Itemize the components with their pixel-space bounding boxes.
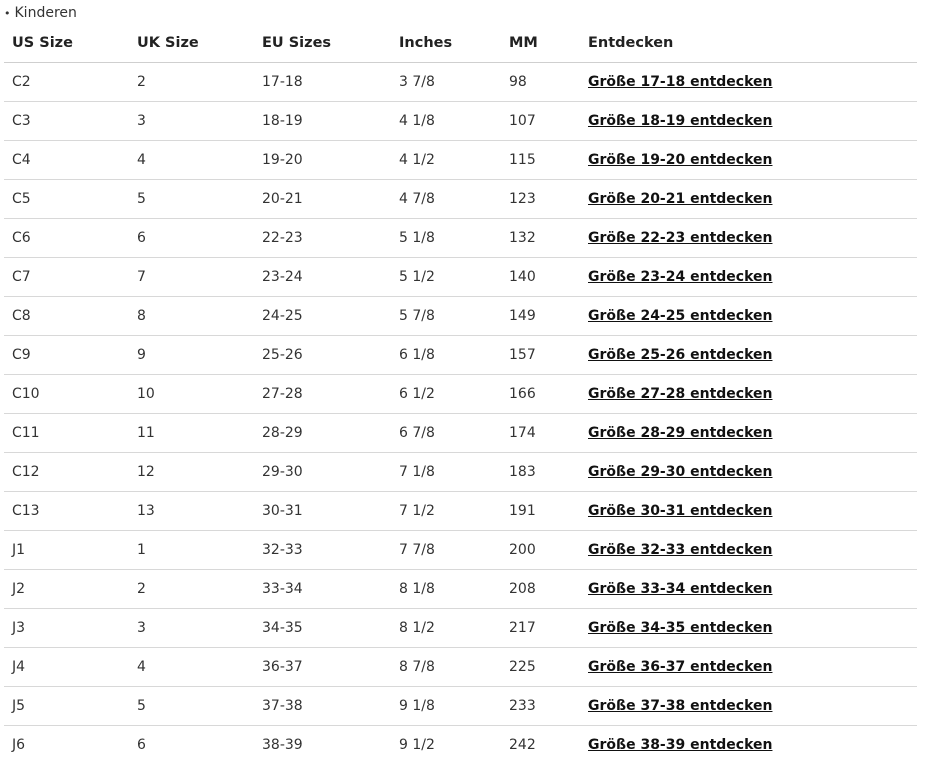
cell-uk-size: 4 [129,141,254,180]
cell-mm: 225 [501,648,580,687]
table-row [4,726,917,765]
cell-us-size: C8 [4,297,129,336]
cell-mm: 123 [501,180,580,219]
cell-us-size: C3 [4,102,129,141]
explore-size-link[interactable]: Größe 34-35 entdecken [588,620,773,636]
cell-mm: 157 [501,336,580,375]
cell-uk-size: 9 [129,336,254,375]
cell-us-size: C9 [4,336,129,375]
cell-entdecken [580,531,917,570]
cell-mm: 233 [501,687,580,726]
cell-mm: 132 [501,219,580,258]
table-row [4,570,917,609]
cell-eu-sizes: 19-20 [254,141,391,180]
cell-us-size: C11 [4,414,129,453]
cell-eu-sizes: 20-21 [254,180,391,219]
cell-inches: 5 7/8 [391,297,501,336]
cell-uk-size: 8 [129,297,254,336]
cell-mm: 149 [501,297,580,336]
cell-entdecken [580,258,917,297]
cell-entdecken [580,180,917,219]
cell-eu-sizes: 36-37 [254,648,391,687]
cell-inches: 9 1/8 [391,687,501,726]
cell-us-size: C6 [4,219,129,258]
cell-mm: 166 [501,375,580,414]
explore-size-link[interactable]: Größe 17-18 entdecken [588,74,773,90]
cell-entdecken [580,141,917,180]
table-row [4,414,917,453]
cell-inches: 8 7/8 [391,648,501,687]
cell-mm: 115 [501,141,580,180]
cell-entdecken [580,336,917,375]
cell-uk-size: 5 [129,687,254,726]
cell-mm: 174 [501,414,580,453]
cell-us-size: J1 [4,531,129,570]
cell-eu-sizes: 34-35 [254,609,391,648]
cell-inches: 4 1/2 [391,141,501,180]
cell-entdecken [580,414,917,453]
cell-mm: 208 [501,570,580,609]
table-row [4,375,917,414]
explore-size-link[interactable]: Größe 20-21 entdecken [588,191,773,207]
explore-size-link[interactable]: Größe 25-26 entdecken [588,347,773,363]
header-eu-sizes: EU Sizes [254,24,391,63]
table-row [4,219,917,258]
cell-eu-sizes: 24-25 [254,297,391,336]
cell-us-size: C4 [4,141,129,180]
breadcrumb-label: Kinderen [14,5,77,21]
explore-size-link[interactable]: Größe 22-23 entdecken [588,230,773,246]
cell-inches: 9 1/2 [399,737,435,753]
cell-eu-sizes: 33-34 [254,570,391,609]
cell-entdecken [580,63,917,102]
cell-inches: 8 1/2 [391,609,501,648]
table-row [4,531,917,570]
explore-size-link[interactable]: Größe 24-25 entdecken [588,308,773,324]
cell-entdecken [580,102,917,141]
header-mm: MM [501,24,580,63]
cell-eu-sizes: 30-31 [254,492,391,531]
cell-eu-sizes: 25-26 [254,336,391,375]
table-row [4,687,917,726]
table-header [4,24,917,63]
cell-entdecken [580,492,917,531]
table-row [4,336,917,375]
cell-us-size: C2 [4,63,129,102]
cell-inches: 7 1/8 [391,453,501,492]
cell-entdecken [580,726,917,765]
cell-inches: 6 1/2 [391,375,501,414]
cell-uk-size: 5 [129,180,254,219]
cell-uk-size: 11 [129,414,254,453]
table-row [4,453,917,492]
header-inches: Inches [391,24,501,63]
explore-size-link[interactable]: Größe 30-31 entdecken [588,503,773,519]
cell-uk-size: 4 [129,648,254,687]
cell-entdecken [580,375,917,414]
cell-eu-sizes: 23-24 [254,258,391,297]
cell-mm: 140 [501,258,580,297]
cell-uk-size: 13 [129,492,254,531]
cell-eu-sizes: 32-33 [254,531,391,570]
cell-mm: 242 [509,737,536,753]
cell-mm: 191 [501,492,580,531]
cell-uk-size: 10 [129,375,254,414]
size-chart-table [4,24,917,764]
cell-eu-sizes: 18-19 [254,102,391,141]
cell-mm: 98 [501,63,580,102]
cell-uk-size: 2 [129,63,254,102]
explore-size-link[interactable]: Größe 23-24 entdecken [588,269,773,285]
cell-inches: 3 7/8 [391,63,501,102]
cell-inches: 8 1/8 [391,570,501,609]
cell-us-size: J3 [4,609,129,648]
cell-entdecken [580,648,917,687]
cell-entdecken [580,687,917,726]
cell-inches: 7 7/8 [391,531,501,570]
cell-us-size: C12 [4,453,129,492]
explore-size-link[interactable]: Größe 18-19 entdecken [588,113,773,129]
cell-inches: 6 1/8 [391,336,501,375]
cell-inches: 4 7/8 [391,180,501,219]
cell-uk-size: 2 [129,570,254,609]
cell-eu-sizes: 37-38 [254,687,391,726]
cell-entdecken [580,609,917,648]
cell-us-size: C5 [4,180,129,219]
table-row [4,63,917,102]
cell-eu-sizes: 38-39 [262,737,303,753]
cell-uk-size: 3 [129,609,254,648]
cell-us-size: C10 [4,375,129,414]
bullet-icon: • [4,7,11,20]
cell-eu-sizes: 27-28 [254,375,391,414]
cell-us-size: J6 [12,737,26,753]
header-row [4,24,917,63]
explore-size-link[interactable]: Größe 38-39 entdecken [588,737,773,753]
cell-uk-size: 6 [137,737,146,753]
cell-inches: 7 1/2 [391,492,501,531]
table-body [4,63,917,765]
table-row [4,102,917,141]
cell-uk-size: 6 [129,219,254,258]
explore-size-link[interactable]: Größe 33-34 entdecken [588,581,773,597]
cell-entdecken [580,219,917,258]
table-row [4,258,917,297]
table-row [4,141,917,180]
table-row [4,180,917,219]
table-row [4,492,917,531]
cell-eu-sizes: 28-29 [254,414,391,453]
cell-eu-sizes: 17-18 [254,63,391,102]
header-uk-size: UK Size [129,24,254,63]
cell-us-size: C7 [4,258,129,297]
cell-mm: 107 [501,102,580,141]
table-row [4,648,917,687]
explore-size-link[interactable]: Größe 19-20 entdecken [588,152,773,168]
cell-us-size: J2 [4,570,129,609]
cell-entdecken [580,453,917,492]
explore-size-link[interactable]: Größe 32-33 entdecken [588,542,773,558]
cell-us-size: J4 [4,648,129,687]
cell-us-size: J5 [4,687,129,726]
table-row [4,297,917,336]
cell-uk-size: 1 [129,531,254,570]
header-entdecken: Entdecken [580,24,917,63]
header-us-size: US Size [4,24,129,63]
cell-inches: 6 7/8 [391,414,501,453]
cell-entdecken [580,570,917,609]
cell-inches: 5 1/2 [391,258,501,297]
cell-eu-sizes: 29-30 [254,453,391,492]
cell-inches: 4 1/8 [391,102,501,141]
explore-size-link[interactable]: Größe 27-28 entdecken [588,386,773,402]
cell-inches: 5 1/8 [391,219,501,258]
cell-us-size: C13 [4,492,129,531]
cell-entdecken [580,297,917,336]
cell-uk-size: 12 [129,453,254,492]
explore-size-link[interactable]: Größe 28-29 entdecken [588,425,773,441]
cell-uk-size: 7 [129,258,254,297]
cell-mm: 200 [501,531,580,570]
explore-size-link[interactable]: Größe 29-30 entdecken [588,464,773,480]
table-row [4,609,917,648]
cell-mm: 217 [501,609,580,648]
explore-size-link[interactable]: Größe 36-37 entdecken [588,659,773,675]
cell-uk-size: 3 [129,102,254,141]
cell-eu-sizes: 22-23 [254,219,391,258]
explore-size-link[interactable]: Größe 37-38 entdecken [588,698,773,714]
breadcrumb [4,4,77,23]
cell-mm: 183 [501,453,580,492]
